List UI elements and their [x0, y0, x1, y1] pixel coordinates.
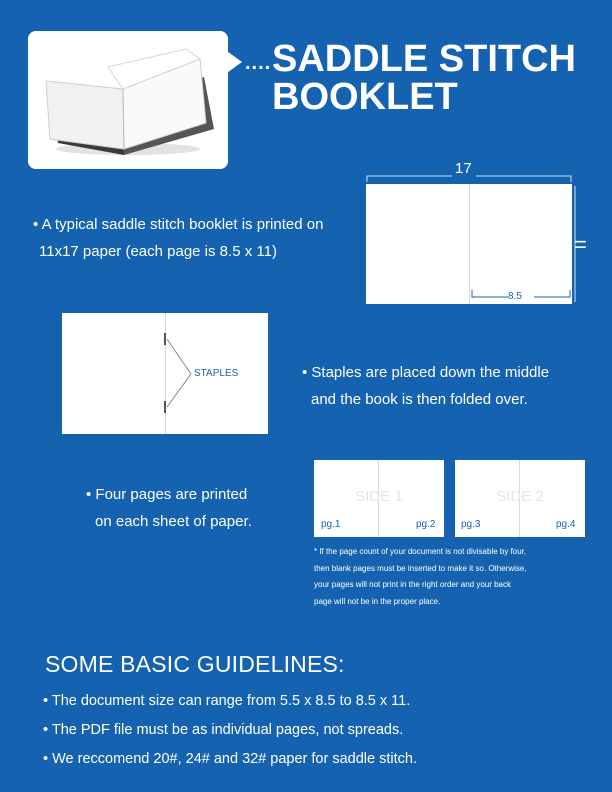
note-line: your pages will not print in the right order and your back	[314, 580, 511, 589]
open-booklet-image	[28, 31, 228, 169]
four-pages-text	[86, 481, 252, 535]
sheet-11x17	[366, 184, 572, 304]
page-2-label: pg.2	[416, 519, 436, 530]
photo-pointer	[224, 49, 242, 75]
page-3-label: pg.3	[461, 519, 481, 530]
fold-line	[469, 184, 470, 304]
title-line-1: SADDLE STITCH	[272, 38, 576, 80]
staples-label: STAPLES	[194, 368, 239, 379]
title-dots: ....	[245, 52, 272, 74]
paper-size-line-1: • A typical saddle stitch booklet is printed on	[33, 216, 324, 233]
dimension-8-5: 8.5	[508, 291, 522, 302]
dimension-17: 17	[455, 160, 472, 177]
paper-size-text	[33, 211, 323, 265]
side-1-label: SIDE 1	[355, 488, 403, 505]
side-2-label: SIDE 2	[496, 488, 544, 505]
note-line: * If the page count of your document is not divisable by four,	[314, 547, 527, 556]
four-pages-line-2: on each sheet of paper.	[95, 513, 252, 530]
note-line: then blank pages must be inserted to make it so. Otherwise,	[314, 563, 527, 573]
guideline-item: • We reccomend 20#, 24# and 32# paper for saddle stitch.	[43, 751, 417, 767]
staples-line-2: and the book is then folded over.	[311, 391, 528, 408]
side-1-sheet	[314, 460, 444, 537]
page-title	[272, 40, 612, 116]
guidelines-heading: SOME BASIC GUIDELINES:	[45, 651, 345, 677]
booklet-photo	[28, 31, 228, 169]
page-4-label: pg.4	[556, 519, 576, 530]
note-line: page will not be in the proper place.	[314, 596, 441, 606]
staples-text	[302, 359, 549, 413]
guideline-item: • The document size can range from 5.5 x 8.5 to 8.5 x 11.	[43, 693, 411, 709]
page-count-note	[314, 544, 590, 610]
page-1-label: pg.1	[321, 519, 341, 530]
side-2-sheet	[455, 460, 585, 537]
guideline-item: • The PDF file must be as individual pages, not spreads.	[43, 722, 404, 738]
staples-line-1: • Staples are placed down the middle	[302, 364, 550, 381]
equals-sign: =	[574, 232, 587, 257]
paper-size-line-2: 11x17 paper (each page is 8.5 x 11)	[39, 243, 277, 260]
four-pages-line-1: • Four pages are printed	[86, 486, 248, 503]
title-line-2: BOOKLET	[272, 76, 458, 118]
